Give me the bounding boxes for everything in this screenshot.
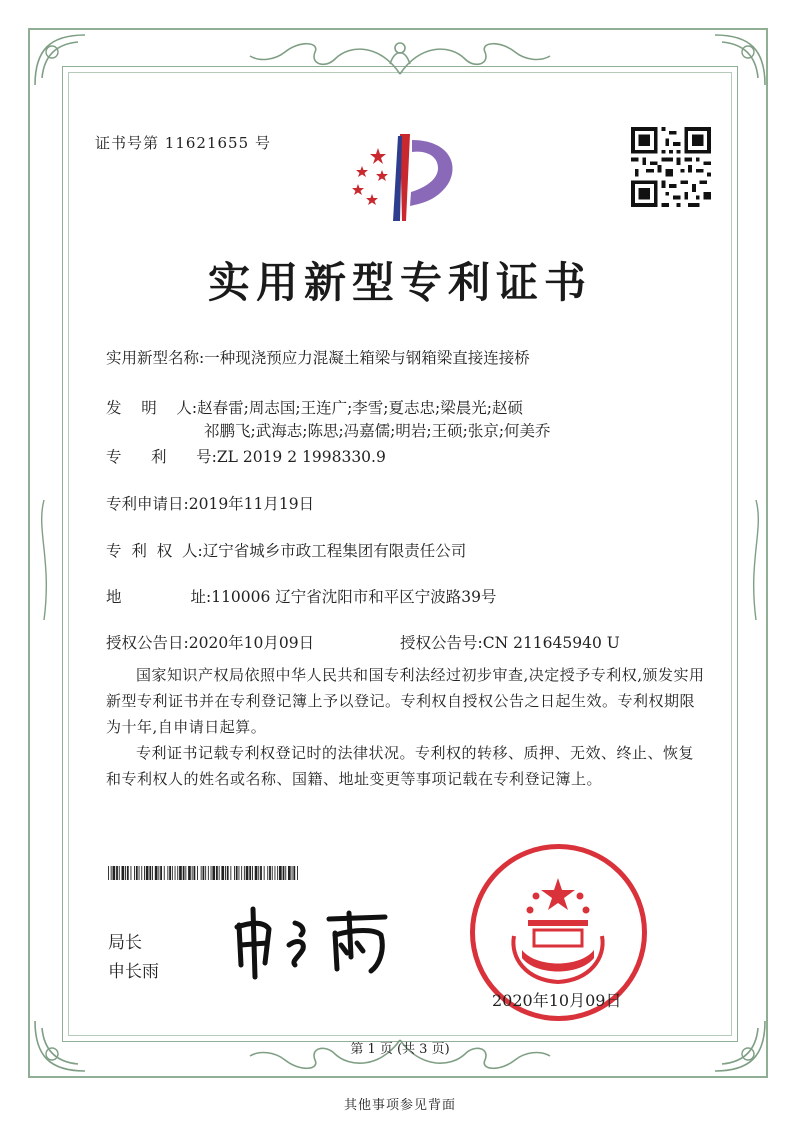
certificate-number <box>95 132 271 153</box>
top-ornament-icon <box>240 34 560 80</box>
field-inventors <box>106 396 523 418</box>
field-label: 发 明 人: <box>106 399 198 417</box>
seal-date: 2020年10月09日 <box>492 991 622 1010</box>
field-value: 2020年10月09日 <box>188 634 315 652</box>
cnipa-logo-icon <box>338 126 468 226</box>
page-number: 第 1 页 (共 3 页) <box>350 1042 450 1057</box>
field-value: 110006 辽宁省沈阳市和平区宁波路39号 <box>211 588 497 606</box>
field-label: 授权公告号: <box>400 634 483 652</box>
barcode-icon <box>108 866 298 880</box>
field-grant-number <box>400 631 620 653</box>
field-application-date <box>106 492 314 514</box>
field-inventors-line2 <box>204 419 551 441</box>
certificate-number-value: 11621655 <box>164 134 250 152</box>
field-value: ZL 2019 2 1998330.9 <box>216 448 386 466</box>
field-label: 专 利 号: <box>106 448 217 466</box>
footer-note: 其他事项参见背面 <box>343 1098 456 1113</box>
field-value: 赵春雷;周志国;王连广;李雪;夏志忠;梁晨光;赵硕 <box>197 399 523 417</box>
field-grant-date <box>106 631 314 653</box>
field-address <box>106 585 497 607</box>
field-utility-model-name <box>106 346 530 368</box>
field-label: 专利申请日: <box>106 495 189 513</box>
director-name: 申长雨 <box>108 962 159 982</box>
field-label: 授权公告日: <box>106 634 189 652</box>
qr-code-icon <box>631 127 711 207</box>
side-ornament-icon <box>34 500 54 620</box>
side-ornament-icon <box>746 500 766 620</box>
field-value: 辽宁省城乡市政工程集团有限责任公司 <box>202 542 467 560</box>
body-paragraph-1: 国家知识产权局依照中华人民共和国专利法经过初步审查,决定授予专利权,颁发实用新型专利证书并在专利登记簿上予以登记。专利权自授权公告之日起生效。专利权期限为十年,自申请日起算。 <box>106 666 705 736</box>
field-value: 一种现浇预应力混凝土箱梁与钢箱梁直接连接桥 <box>204 349 530 367</box>
body-paragraph-2: 专利证书记载专利权登记时的法律状况。专利权的转移、质押、无效、终止、恢复和专利权人的姓名或名称、国籍、地址变更等事项记载在专利登记簿上。 <box>106 744 695 788</box>
corner-ornament-icon <box>710 30 770 90</box>
corner-ornament-icon <box>30 30 90 90</box>
field-label: 实用新型名称: <box>106 349 205 367</box>
director-signature-icon <box>225 905 395 980</box>
field-value: CN 211645940 U <box>482 634 620 652</box>
field-patent-number <box>106 445 386 467</box>
director-title: 局长 <box>108 933 142 953</box>
certificate-number-label: 证书号第 <box>95 134 160 152</box>
field-value: 2019年11月19日 <box>188 495 315 513</box>
field-label: 专 利 权 人: <box>106 542 203 560</box>
certificate-title: 实用新型专利证书 <box>207 258 592 307</box>
field-value: 祁鹏飞;武海志;陈思;冯嘉儒;明岩;王硕;张京;何美乔 <box>204 422 551 440</box>
certificate-number-suffix: 号 <box>254 134 271 152</box>
field-patentee <box>106 539 466 561</box>
field-label: 地 址: <box>106 588 212 606</box>
